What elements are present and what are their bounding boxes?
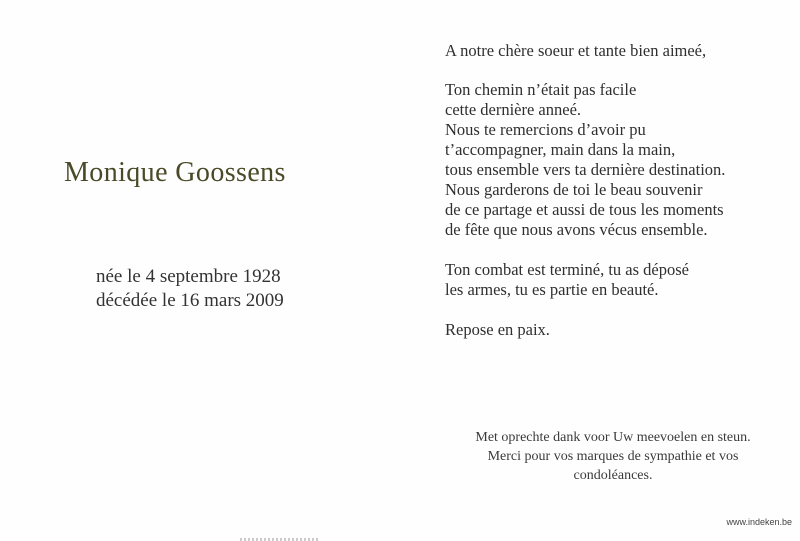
thank-you-note [430,428,796,485]
birth-date: née le 4 septembre 1928 [96,266,281,287]
deceased-name: Monique Goossens [64,157,286,188]
poem-line: Nous te remercions d’avoir pu [445,120,646,139]
life-dates [96,265,284,313]
poem-line: de fête que nous avons vécus ensemble. [445,220,708,239]
poem-line: t’accompagner, main dans la main, [445,140,676,159]
thanks-line-french-1: Merci pour vos marques de sympathie et vos [487,449,739,464]
death-date: décédée le 16 mars 2009 [96,290,284,311]
thanks-line-dutch: Met oprechte dank voor Uw meevoelen en steun. [475,430,751,445]
poem-line: Nous garderons de toi le beau souvenir [445,180,703,199]
poem-line: les armes, tu es partie en beauté. [445,280,659,299]
poem-line: tous ensemble vers ta dernière destination. [445,160,726,179]
poem-stanza-4 [445,320,725,340]
poem-line: Ton combat est terminé, tu as déposé [445,260,689,279]
poem-stanza-1 [445,41,725,61]
poem [445,41,725,340]
poem-stanza-2 [445,80,725,240]
poem-line: Ton chemin n’était pas facile [445,80,637,99]
thanks-line-french-2: condoléances. [573,468,653,483]
poem-line: A notre chère soeur et tante bien aimeé, [445,41,707,60]
poem-stanza-3 [445,260,725,300]
poem-line: de ce partage et aussi de tous les moments [445,200,724,219]
site-watermark: www.indeken.be [726,517,792,527]
poem-line: cette dernière anneé. [445,100,582,119]
poem-line: Repose en paix. [445,320,550,339]
